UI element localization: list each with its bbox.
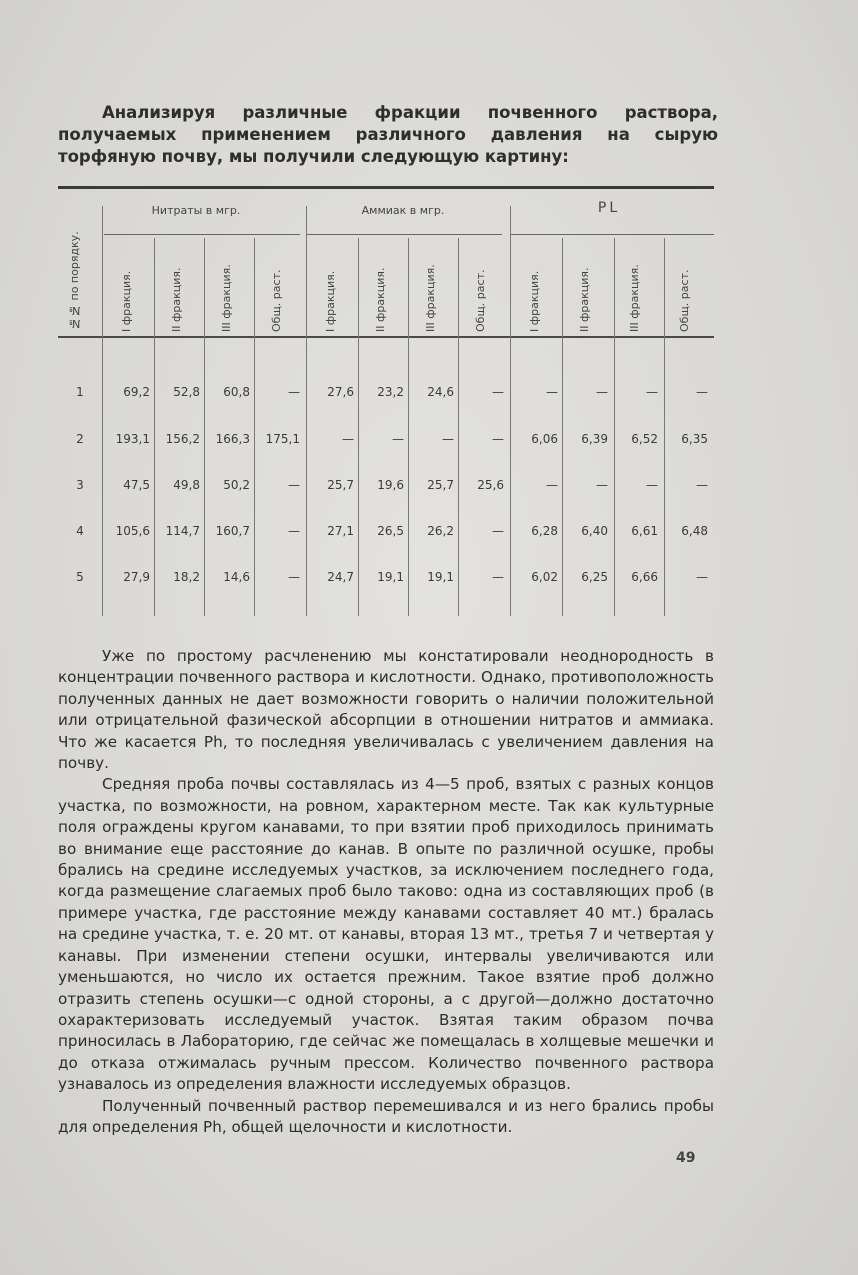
table-cell: 160,7 [215,524,250,538]
table-cell: 6,28 [531,524,558,538]
table-cell: 52,8 [173,385,200,399]
table-cell: 27,6 [327,385,354,399]
table-cell: 6,61 [631,524,658,538]
table-cell: — [696,478,708,492]
table-cell: — [546,478,558,492]
table-cell: 25,7 [327,478,354,492]
table-cell: — [342,432,354,446]
row-number: 4 [76,524,84,538]
table-cell: 25,7 [427,478,454,492]
body-text [58,646,714,1138]
table-cell: — [288,478,300,492]
intro-paragraph: Анализируя различные фракции почвенного раствора, получаемых применением различного давления на сырую торфяную почву, мы получили следующую картину: [58,103,718,166]
col-header: I фракция. [528,270,541,332]
table-cell: 60,8 [223,385,250,399]
column-divider [510,206,511,616]
row-number: 1 [76,385,84,399]
table-cell: 6,66 [631,570,658,584]
col-header: II фракция. [170,267,183,332]
table-header-rule [58,336,714,338]
group-underline-pl [510,234,714,235]
group-header-ammonia: Аммиак в мгр. [361,204,445,217]
table-cell: 6,39 [581,432,608,446]
table-cell: 24,7 [327,570,354,584]
row-number: 5 [76,570,84,584]
table-cell: — [596,478,608,492]
table-cell: 26,5 [377,524,404,538]
table-cell: 6,35 [681,432,708,446]
col-header: II фракция. [578,267,591,332]
data-table [58,186,714,616]
column-divider [458,238,459,616]
table-cell: 114,7 [165,524,200,538]
column-divider [204,238,205,616]
table-cell: — [696,385,708,399]
table-cell: — [492,385,504,399]
col-header: Общ. раст. [678,269,691,332]
col-header: III фракция. [628,264,641,332]
group-underline-ammonia [306,234,502,235]
table-cell: 26,2 [427,524,454,538]
table-cell: 27,1 [327,524,354,538]
table-cell: 23,2 [377,385,404,399]
col-header: III фракция. [424,264,437,332]
table-cell: 25,6 [477,478,504,492]
table-cell: 6,25 [581,570,608,584]
group-header-nitrates: Нитраты в мгр. [151,204,241,217]
paragraph: Средняя проба почвы составлялась из 4—5 проб, взятых с разных концов участка, по возможности, на ровном, характерном месте. Так как культурные поля ограждены кругом канавами, то при взятии проб приходилось принимать во внимание еще расстояние до канав. В опыте по различной осушке, пробы брались на средине исследуемых участков, за исключением последнего года, когда размещение слагаемых проб было таково: одна из составляющих проб (в примере участка, где расстояние между канавами составляет 40 мт.) бралась на средине участка, т. е. 20 мт. от канавы, вторая 13 мт., третья 7 и четвертая у канавы. При изменении степени осушки, интервалы увеличиваются или уменьшаются, но число их остается прежним. Такое взятие проб должно отразить степень осушки—с одной стороны, а с другой—должно достаточно охарактеризовать исследуемый участок. Взятая таким образом почва приносилась в Лабораторию, где сейчас же помещалась в холщевые мешечки и до отказа отжималась ручным прессом. Количество почвенного раствора узнавалось из определения влажности исследуемых образцов. [58,775,714,1094]
table-cell: 50,2 [223,478,250,492]
table-cell: 19,6 [377,478,404,492]
column-divider [408,238,409,616]
group-underline-nitrates [104,234,300,235]
col-header: III фракция. [220,264,233,332]
table-cell: — [492,524,504,538]
table-cell: 6,02 [531,570,558,584]
table-cell: — [696,570,708,584]
group-header-pl: PL [597,200,621,216]
table-cell: 6,06 [531,432,558,446]
column-divider [306,206,307,616]
table-cell: 105,6 [115,524,150,538]
column-divider [664,238,665,616]
table-cell: 6,48 [681,524,708,538]
col-header: I фракция. [120,270,133,332]
table-cell: 24,6 [427,385,454,399]
column-divider [254,238,255,616]
table-cell: 49,8 [173,478,200,492]
column-divider [562,238,563,616]
table-cell: 14,6 [223,570,250,584]
table-cell: — [288,524,300,538]
table-cell: 6,52 [631,432,658,446]
table-cell: 19,1 [377,570,404,584]
row-number: 3 [76,478,84,492]
col-header: Общ. раст. [270,269,283,332]
paragraph: Уже по простому расчленению мы констатировали неоднородность в концентрации почвенного раствора и кислотности. Однако, противоположность полученных данных не дает возможности говорить о наличии положительной или отрицательной фазической абсорпции в отношении нитратов и аммиака. Что же касается Ph, то последняя увеличивалась с увеличением давления на почву. [58,647,714,773]
table-cell: 166,3 [215,432,250,446]
table-cell: — [646,385,658,399]
table-cell: 18,2 [173,570,200,584]
table-top-rule [58,186,714,189]
page-number: 49 [676,1150,696,1166]
table-cell: — [392,432,404,446]
table-cell: 193,1 [115,432,150,446]
column-divider [154,238,155,616]
table-cell: — [596,385,608,399]
col-header: I фракция. [324,270,337,332]
column-divider [102,206,103,616]
table-cell: 47,5 [123,478,150,492]
paragraph: Полученный почвенный раствор перемешивался и из него брались пробы для определения Ph, общей щелочности и кислотности. [58,1096,714,1136]
table-cell: 27,9 [123,570,150,584]
table-cell: — [288,385,300,399]
table-cell: — [492,432,504,446]
column-divider [358,238,359,616]
table-cell: — [546,385,558,399]
table-cell: — [492,570,504,584]
col-header: II фракция. [374,267,387,332]
table-cell: — [288,570,300,584]
table-cell: — [442,432,454,446]
table-cell: 6,40 [581,524,608,538]
table-cell: 175,1 [265,432,300,446]
table-cell: 156,2 [165,432,200,446]
table-cell: 69,2 [123,385,150,399]
col-header: Общ. раст. [474,269,487,332]
table-cell: 19,1 [427,570,454,584]
table-cell: — [646,478,658,492]
row-number: 2 [76,432,84,446]
column-divider [614,238,615,616]
row-number-header: №№ по порядку. [68,231,81,330]
